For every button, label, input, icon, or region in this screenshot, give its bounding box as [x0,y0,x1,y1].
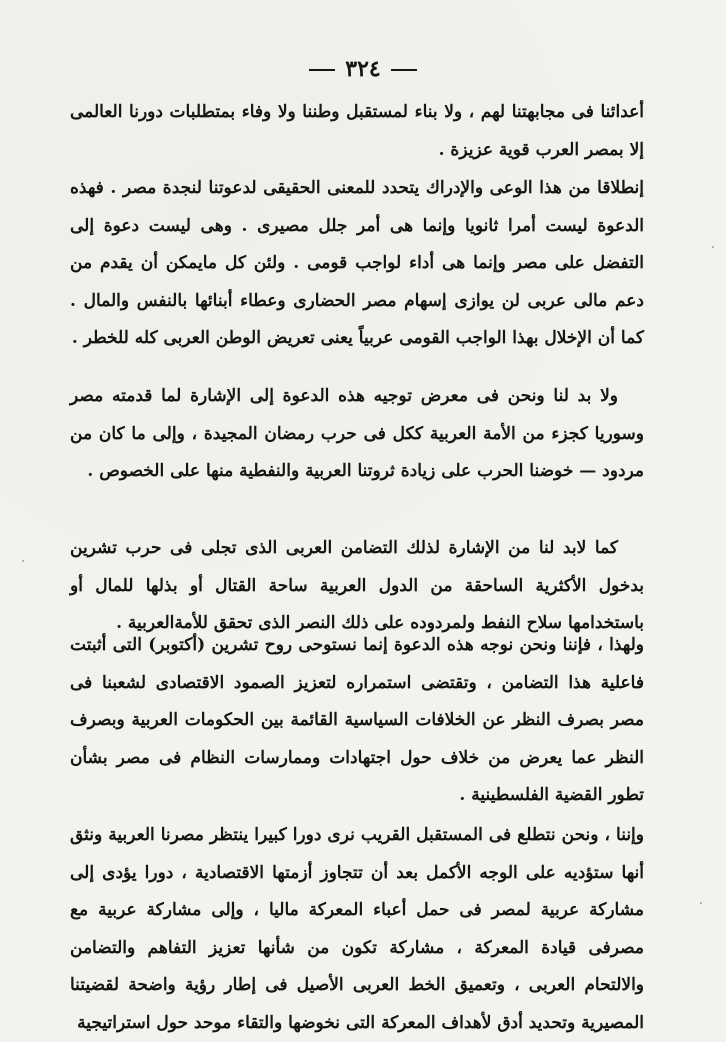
paragraph-5: ولهذا ، فإننا ونحن نوجه هذه الدعوة إنما نستوحى روح تشرين (أكتوبر) التى أثبتت فاعلية هذا التضامن ، وتقتضى استمراره لتعزيز الصمود الاقتصادى لشعبنا فى مصر بصرف النظر عن الخلافات السياسية القائمة بين الحكومات العربية وبصرف النظر عما يعرض من خلاف حول اجتهادات وممارسات النظام فى مصر بشأن تطور القضية الفلسطينية . [70,635,644,805]
paragraph-3-block [70,378,644,491]
paragraph-4-block [70,530,644,643]
page-number: ٣٢٤ [345,56,381,82]
paragraph-6: وإننا ، ونحن نتطلع فى المستقبل القريب نرى دورا كبيرا ينتظر مصرنا العربية ونثق أنها ستؤديه على الوجه الأكمل بعد أن تتجاوز أزمتها الاقتصادية ، دورا يؤدى إلى مشاركة عربية لمصر فى حمل أعباء المعركة ماليا ، وإلى مشاركة عربية مع مصرفى قيادة المعركة ، مشاركة تكون من شأنها تعزيز التفاهم والتضامن والالتحام العربى ، وتعميق الخط العربى الأصيل فى إطار رؤية واضحة لقضيتنا المصيرية وتحديد أدق لأهداف المعركة التى نخوضها والتقاء موحد حول استراتيجية [70,825,644,1033]
header-dash-right [391,69,417,71]
scan-speck [700,902,702,904]
paragraph-2: إنطلاقا من هذا الوعى والإدراك يتحدد للمعنى الحقيقى لدعوتنا لنجدة مصر . فهذه الدعوة ليست أمرا ثانويا وإنما هى أمر جلل مصيرى . وهى ليست دعوة إلى التفضل على مصر وإنما هى أداء لواجب قومى . ولئن كل مايمكن أن يقدم من دعم مالى عربى لن يوازى إسهام مصر الحضارى وعطاء أبنائها بالنفس والمال . كما أن الإخلال بهذا الواجب القومى عربياً يعنى تعريض الوطن العربى كله للخطر . [70,178,644,348]
scan-speck [712,246,714,248]
page-header [0,56,726,82]
paragraph-1: أعدائنا فى مجابهتنا لهم ، ولا بناء لمستقبل وطننا ولا وفاء بمتطلبات دورنا العالمى إلا بمصر العرب قوية عزيزة . [70,102,644,160]
paragraph-4: كما لابد لنا من الإشارة لذلك التضامن العربى الذى تجلى فى حرب تشرين بدخول الأكثرية الساحقة من الدول العربية ساحة القتال أو بذلها للمال أو باستخدامها سلاح النفط ولمردوده على ذلك النصر الذى تحقق للأمةالعربية . [70,538,644,633]
scan-speck [22,560,24,562]
paragraph-2-block [70,170,644,358]
paragraph-5-block [70,627,644,815]
paragraph-3: ولا بد لنا ونحن فى معرض توجيه هذه الدعوة إلى الإشارة لما قدمته مصر وسوريا كجزء من الأمة العربية ككل فى حرب رمضان المجيدة ، وإلى ما كان من مردود — خوضنا الحرب على زيادة ثروتنا العربية والنفطية منها على الخصوص . [70,386,644,481]
paragraph-6-block [70,817,644,1042]
paragraph-1-block [70,94,644,169]
header-dash-left [309,69,335,71]
